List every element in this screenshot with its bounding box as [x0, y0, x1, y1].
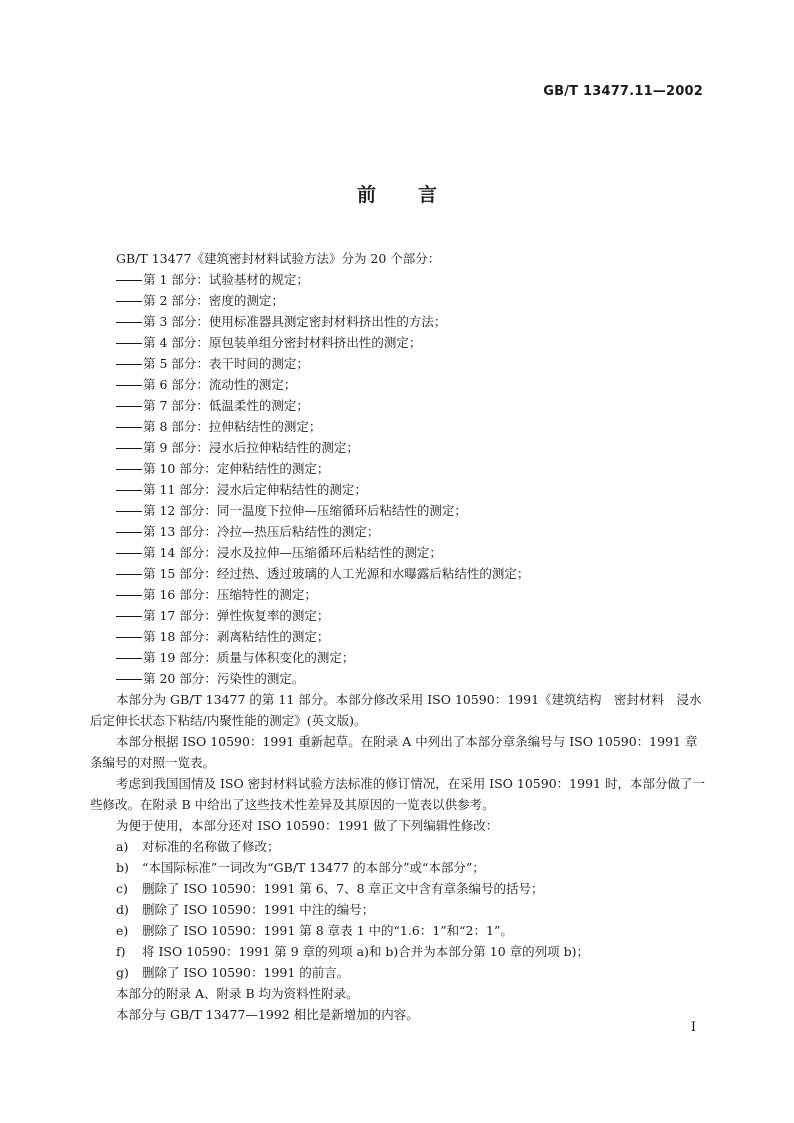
list-item: 第 15 部分：经过热、透过玻璃的人工光源和水曝露后粘结性的测定；: [90, 563, 706, 584]
em-dash-mark: [116, 595, 142, 596]
em-dash-mark: [116, 427, 142, 428]
list-item: e) 删除了 ISO 10590：1991 第 8 章表 1 中的“1.6：1”和“2：1”。: [116, 923, 513, 938]
list-item: c) 删除了 ISO 10590：1991 第 6、7、8 章正文中含有章条编号的括号；: [116, 881, 544, 896]
list-item: a) 对标准的名称做了修改；: [116, 839, 280, 854]
list-item: 第 4 部分：原包装单组分密封材料挤出性的测定；: [90, 332, 706, 353]
list-item: g) 删除了 ISO 10590：1991 的前言。: [116, 965, 350, 980]
list-item: d) 删除了 ISO 10590：1991 中注的编号；: [116, 902, 375, 917]
list-item: b) “本国际标准”一词改为“GB/T 13477 的本部分”或“本部分”；: [116, 860, 485, 875]
list-item: 第 1 部分：试验基材的规定；: [90, 269, 706, 290]
em-dash-mark: [116, 574, 142, 575]
list-item: 第 8 部分：拉伸粘结性的测定；: [90, 416, 706, 437]
list-item: 第 18 部分：剥离粘结性的测定；: [90, 626, 706, 647]
list-item: 第 11 部分：浸水后定伸粘结性的测定；: [90, 479, 706, 500]
list-item: 第 19 部分：质量与体积变化的测定；: [90, 647, 706, 668]
list-item: 第 2 部分：密度的测定；: [90, 290, 706, 311]
paragraph-modifications: 考虑到我国国情及 ISO 密封材料试验方法标准的修订情况，在采用 ISO 10590：1991 时，本部分做了一些修改。在附录 B 中给出了这些技术性差异及其原因的一览表以供参考。: [90, 776, 705, 812]
em-dash-mark: [116, 469, 142, 470]
list-item: 第 13 部分：冷拉—热压后粘结性的测定；: [90, 521, 706, 542]
em-dash-mark: [116, 553, 142, 554]
em-dash-mark: [116, 364, 142, 365]
page-title: 前言: [356, 184, 479, 206]
paragraph-annexes: 本部分的附录 A、附录 B 均为资料性附录。: [116, 986, 359, 1001]
paragraph-redrafted: 本部分根据 ISO 10590：1991 重新起草。在附录 A 中列出了本部分章条编号与 ISO 10590：1991 章条编号的对照一览表。: [90, 734, 698, 770]
intro-line: GB/T 13477《建筑密封材料试验方法》分为 20 个部分：: [116, 251, 441, 266]
list-item: 第 17 部分：弹性恢复率的测定；: [90, 605, 706, 626]
em-dash-mark: [116, 511, 142, 512]
list-item: 第 10 部分：定伸粘结性的测定；: [90, 458, 706, 479]
standard-code: GB/T 13477.11—2002: [543, 84, 703, 99]
list-item: f) 将 ISO 10590：1991 第 9 章的列项 a)和 b)合并为本部分第 10 章的列项 b)；: [116, 944, 590, 959]
list-item: 第 6 部分：流动性的测定；: [90, 374, 706, 395]
em-dash-mark: [116, 616, 142, 617]
list-item: 第 12 部分：同一温度下拉伸—压缩循环后粘结性的测定；: [90, 500, 706, 521]
edits-list: [90, 836, 706, 983]
em-dash-mark: [116, 490, 142, 491]
em-dash-mark: [116, 301, 142, 302]
list-item: 第 9 部分：浸水后拉伸粘结性的测定；: [90, 437, 706, 458]
em-dash-mark: [116, 343, 142, 344]
page-number: I: [690, 1020, 696, 1035]
em-dash-mark: [116, 679, 142, 680]
list-item: 第 14 部分：浸水及拉伸—压缩循环后粘结性的测定；: [90, 542, 706, 563]
em-dash-mark: [116, 532, 142, 533]
em-dash-mark: [116, 322, 142, 323]
em-dash-mark: [116, 448, 142, 449]
em-dash-mark: [116, 637, 142, 638]
paragraph-adoption: 本部分为 GB/T 13477 的第 11 部分。本部分修改采用 ISO 10590：1991《建筑结构 密封材料 浸水后定伸长状态下粘结/内聚性能的测定》(英文版)。: [90, 692, 702, 728]
parts-list: [90, 269, 706, 689]
em-dash-mark: [116, 658, 142, 659]
document-body: [90, 248, 706, 1025]
em-dash-mark: [116, 385, 142, 386]
em-dash-mark: [116, 406, 142, 407]
em-dash-mark: [116, 280, 142, 281]
list-item: 第 16 部分：压缩特性的测定；: [90, 584, 706, 605]
list-item: 第 5 部分：表干时间的测定；: [90, 353, 706, 374]
paragraph-new-content: 本部分与 GB/T 13477—1992 相比是新增加的内容。: [116, 1007, 419, 1022]
paragraph-editorial: 为便于使用，本部分还对 ISO 10590：1991 做了下列编辑性修改：: [116, 818, 499, 833]
list-item: 第 7 部分：低温柔性的测定；: [90, 395, 706, 416]
list-item: 第 3 部分：使用标准器具测定密封材料挤出性的方法；: [90, 311, 706, 332]
list-item: 第 20 部分：污染性的测定。: [90, 668, 706, 689]
